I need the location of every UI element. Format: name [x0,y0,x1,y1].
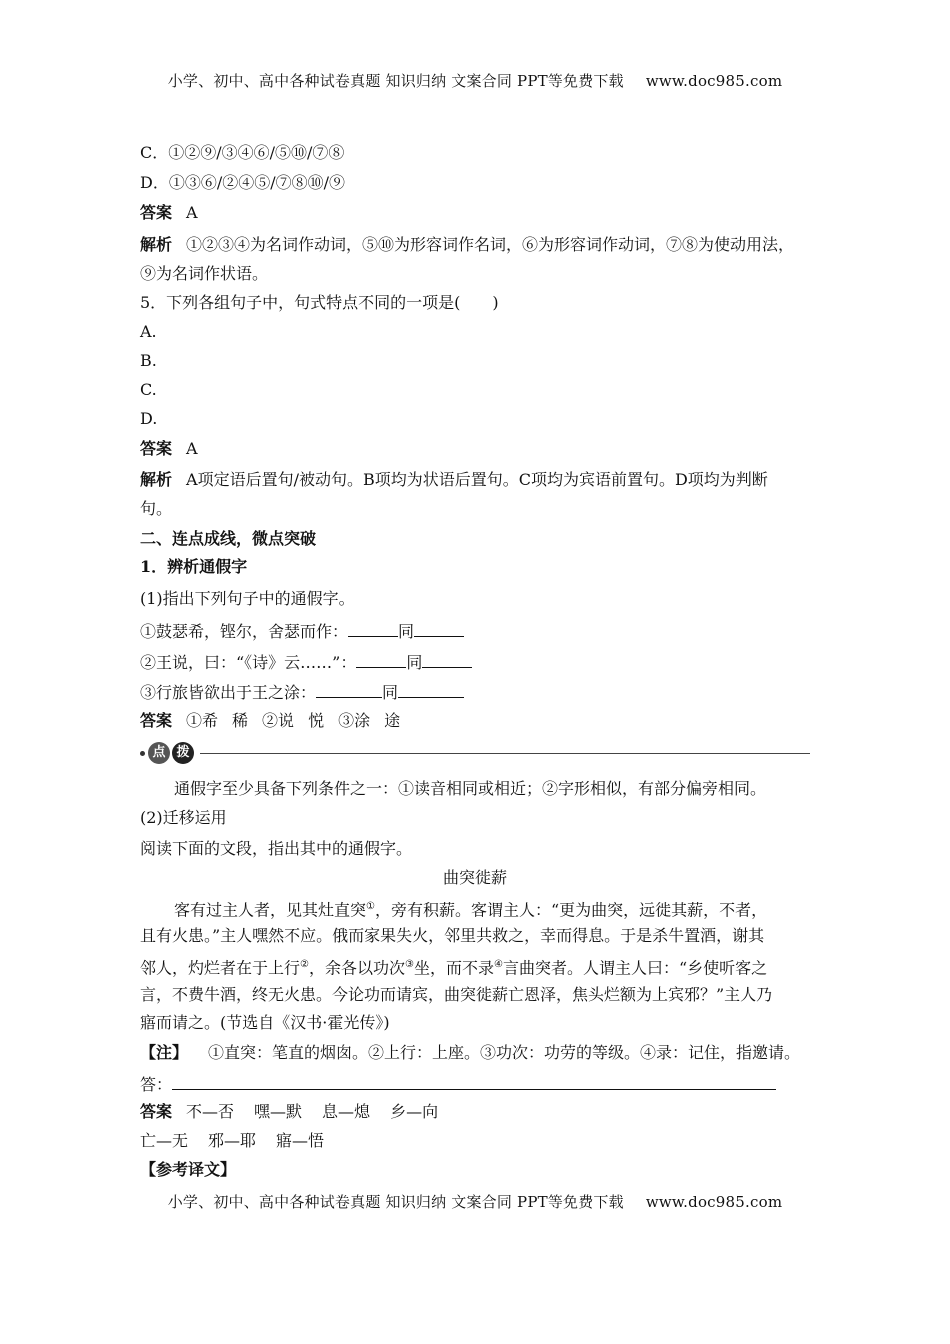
answer-item: ②说 [262,711,295,730]
q4-analysis-cont: ⑨为名词作状语。 [140,264,269,283]
section2-answer [140,711,400,731]
answer-label: 答案 [140,203,173,222]
passage-line: 言，不费牛酒，终无火患。今论功而请宾，曲突徙薪亡恩泽，焦头烂额为上宾邪？”主人乃 [140,985,773,1004]
answer-item: 寤—悟 [276,1131,325,1150]
footnote-mark: ② [300,959,309,970]
answer-value: A [186,439,198,458]
answer-item: 邪—耶 [208,1131,257,1150]
fill-item-text: ①鼓瑟希，铿尔，舍瑟而作： [140,622,349,641]
q4-answer [140,203,198,223]
passage-text: 坐，而不录 [413,958,494,978]
answer-item: 乡—向 [390,1102,439,1121]
part2-answer [140,1102,438,1122]
answer-blank[interactable] [356,651,406,668]
passage-text: 邻人，灼烂者在于上行 [140,958,301,978]
passage-text: 客有过主人者，见其灶直突 [174,900,367,920]
passage-line [174,897,767,920]
q4-option-d: D．①③⑥/②④⑤/⑦⑧⑩/⑨ [140,173,346,192]
q5-option-c: C. [140,380,157,399]
analysis-label: 解析 [140,470,173,489]
q4-option-c: C．①②⑨/③④⑥/⑤⑩/⑦⑧ [140,143,345,162]
fill-item-mid: 同 [398,622,415,641]
footnote-mark: ① [366,901,375,912]
passage-text: 言曲突者。人谓主人曰：“乡使听客之 [502,958,768,978]
header-text: 小学、初中、高中各种试卷真题 知识归纳 文案合同 PPT等免费下载 [167,72,624,90]
q5-option-a: A. [140,322,157,341]
answer-item: 嘿—默 [254,1102,303,1121]
answer-blank[interactable] [348,620,398,637]
analysis-label: 解析 [140,235,173,254]
footer-text: 小学、初中、高中各种试卷真题 知识归纳 文案合同 PPT等免费下载 [167,1193,624,1211]
tip-divider [140,741,810,767]
analysis-text: A项定语后置句/被动句。B项均为状语后置句。C项均为宾语前置句。D项均为判断 [186,470,768,489]
fill-item-2 [140,651,472,673]
answer-label: 答案 [140,711,173,730]
note-text: ①直突：笔直的烟囱。②上行：上座。③功次：功劳的等级。④录：记住，指邀请。 [208,1043,801,1062]
reference-translation-title: 【参考译文】 [140,1160,237,1179]
fill-item-3 [140,681,464,703]
passage-title: 曲突徙薪 [442,868,507,887]
subsection-title: 1．辨析通假字 [140,557,248,576]
passage-line: 寤而请之。(节选自《汉书·霍光传》) [140,1013,390,1032]
answer-blank[interactable] [422,651,472,668]
answer-blank[interactable] [172,1073,776,1090]
section-title: 二、连点成线，微点突破 [140,529,317,548]
footnote-mark: ④ [493,959,503,970]
tip-text: 通假字至少具备下列条件之一：①读音相同或相近；②字形相似，有部分偏旁相同。 [174,779,767,798]
answer-value: A [186,203,198,222]
part2-title: (2)迁移运用 [140,808,227,827]
q5-analysis [140,470,768,490]
answer-item: 亡—无 [140,1131,189,1150]
q5-analysis-cont: 句。 [140,499,173,518]
fill-item-mid: 同 [406,653,423,672]
fill-item-text: ③行旅皆欲出于王之涂： [140,683,317,702]
page-footer [0,1191,950,1212]
answer-blank[interactable] [316,681,382,698]
fill-item-mid: 同 [382,683,399,702]
part2-answer-cont [140,1131,324,1151]
answer-item: ①希 [186,711,219,730]
answer-item: 途 [384,711,401,730]
q5-answer [140,439,198,459]
answer-prompt: 答： [140,1075,173,1094]
note-label: 【注】 [140,1043,189,1062]
passage-text: ，余各以功次 [308,958,405,978]
answer-line [140,1073,776,1095]
answer-item: 悦 [308,711,325,730]
q5-option-b: B. [140,351,157,370]
header-url: www.doc985.com [645,72,783,90]
q4-analysis [140,235,794,255]
fill-item-text: ②王说，曰：“《诗》云……”： [140,653,357,672]
note [140,1043,800,1063]
page-header [0,70,950,91]
tip-badge: 拨 [172,742,194,764]
q5-option-d: D. [140,409,158,428]
footnote-mark: ③ [405,959,414,970]
part2-instruction: 阅读下面的文段，指出其中的通假字。 [140,839,413,858]
answer-item: 不—否 [186,1102,235,1121]
answer-label: 答案 [140,439,173,458]
answer-item: 稀 [232,711,249,730]
answer-label: 答案 [140,1102,173,1121]
passage-text: ，旁有积薪。客谓主人：“更为曲突，远徙其薪，不者， [374,900,768,920]
answer-item: 息—熄 [322,1102,371,1121]
bullet-dot-icon [140,751,145,756]
q5-stem: 5．下列各组句子中，句式特点不同的一项是( ) [140,293,499,312]
footer-url: www.doc985.com [645,1193,783,1211]
part1-instruction: (1)指出下列句子中的通假字。 [140,589,355,608]
fill-item-1 [140,620,464,642]
tip-badge: 点 [148,742,170,764]
passage-line [140,955,767,978]
answer-blank[interactable] [414,620,464,637]
answer-blank[interactable] [398,681,464,698]
divider-line [200,753,810,754]
passage-line: 且有火患。”主人嘿然不应。俄而家果失火，邻里共救之，幸而得息。于是杀牛置酒，谢其 [140,926,765,945]
analysis-text: ①②③④为名词作动词，⑤⑩为形容词作名词，⑥为形容词作动词，⑦⑧为使动用法， [186,235,795,254]
answer-item: ③涂 [338,711,371,730]
